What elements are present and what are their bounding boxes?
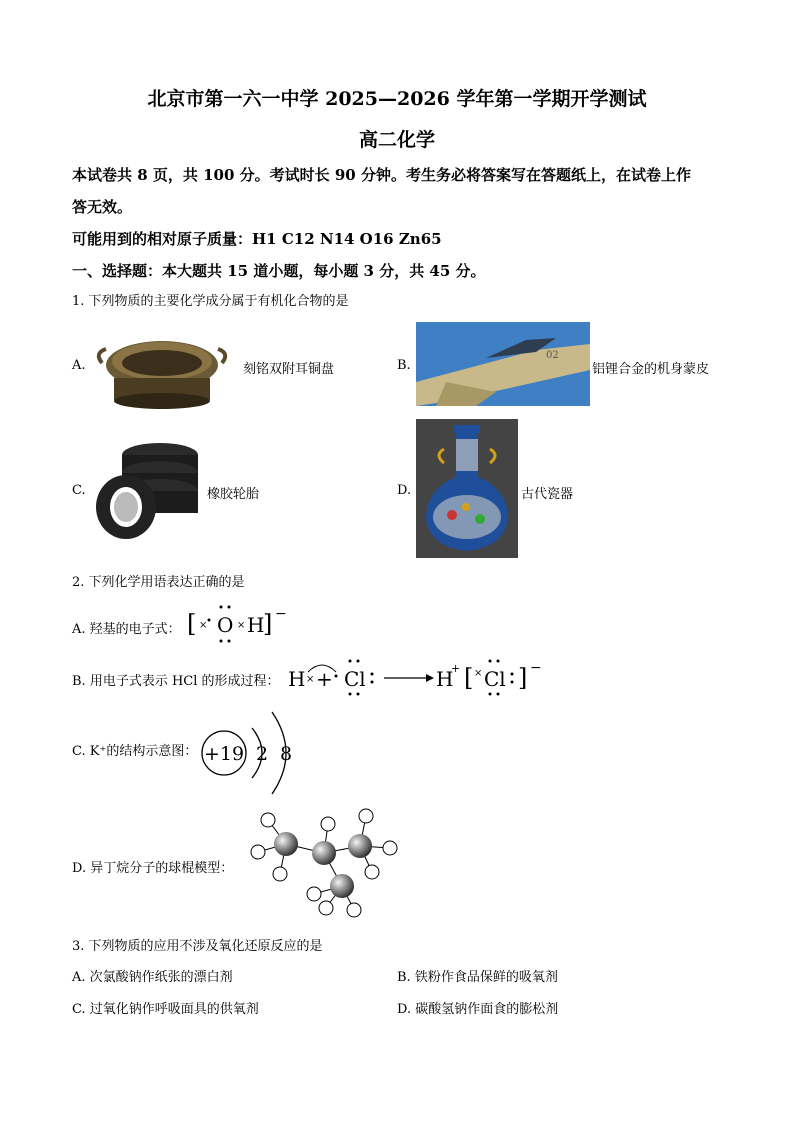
q1-option-c-text: 橡胶轮胎 [207,487,260,502]
q1-option-d-label: D. [397,483,412,498]
svg-text:[: [ [464,664,474,692]
svg-text:−: − [530,660,542,676]
svg-text:]: ] [518,664,528,692]
question-2-stem: 2. 下列化学用语表达正确的是 [72,575,245,590]
q3-option-d: D. 碳酸氢钠作面食的膨松剂 [397,1002,559,1017]
svg-text:+: + [451,662,461,675]
svg-text:+: + [316,667,333,691]
svg-text:8: 8 [280,743,293,765]
atomic-masses: 可能用到的相对原子质量：H1 C12 N14 O16 Zn65 [72,230,442,248]
question-1-stem: 1. 下列物质的主要化学成分属于有机化合物的是 [72,294,349,309]
porcelain-vase-image [416,419,518,558]
q2-option-d-text: D. 异丁烷分子的球棍模型： [72,861,234,876]
svg-text:+19: +19 [204,743,245,765]
q1-option-d-text: 古代瓷器 [521,487,574,502]
svg-text:O: O [217,613,234,637]
k-ion-structure-diagram [198,708,308,798]
hydroxyl-electron-formula [185,600,295,644]
q1-option-b-label: B. [397,358,411,373]
svg-text:×: × [306,674,315,685]
q1-option-c-label: C. [72,483,86,498]
isobutane-ball-stick-model [244,808,404,922]
svg-text:×: × [474,668,483,679]
svg-text:H: H [436,667,454,691]
q3-option-a: A. 次氯酸钠作纸张的漂白剂 [72,970,233,985]
question-3-stem: 3. 下列物质的应用不涉及氧化还原反应的是 [72,939,323,954]
hcl-formation-diagram [286,654,546,698]
q2-option-c-text: C. K⁺的结构示意图： [72,744,198,759]
q1-option-a-text: 刻铭双附耳铜盘 [243,362,335,377]
page-subtitle: 高二化学 [358,129,435,151]
svg-text:Cl: Cl [344,667,366,691]
instruction-line2: 答无效。 [72,198,133,216]
svg-text:×: × [199,620,208,631]
page-title: 北京市第一六一中学 2025—2026 学年第一学期开学测试 [147,88,647,110]
tire-stack-image [92,437,204,541]
jet-marking: 02 [546,350,559,361]
q1-option-b-text: 铝锂合金的机身蒙皮 [592,362,710,377]
svg-text:]: ] [263,610,273,638]
q3-option-c: C. 过氧化钠作呼吸面具的供氧剂 [72,1002,259,1017]
section-heading: 一、选择题：本大题共 15 道小题，每小题 3 分，共 45 分。 [72,262,486,280]
svg-text:−: − [275,606,287,622]
svg-text:[: [ [187,610,197,638]
svg-text:Cl: Cl [484,667,506,691]
svg-text:×: × [237,620,246,631]
svg-text:H: H [247,613,265,637]
jet-aircraft-image [416,322,590,406]
instruction-line1: 本试卷共 8 页，共 100 分。考试时长 90 分钟。考生务必将答案写在答题纸上，在试卷上作 [72,166,691,184]
q2-option-a-text: A. 羟基的电子式： [72,622,181,637]
svg-text:2: 2 [256,743,269,765]
q2-option-b-text: B. 用电子式表示 HCl 的形成过程： [72,674,280,689]
bronze-plate-image [92,323,232,413]
q3-option-b: B. 铁粉作食品保鲜的吸氧剂 [397,970,558,985]
svg-text:H: H [288,667,306,691]
q1-option-a-label: A. [72,358,86,373]
